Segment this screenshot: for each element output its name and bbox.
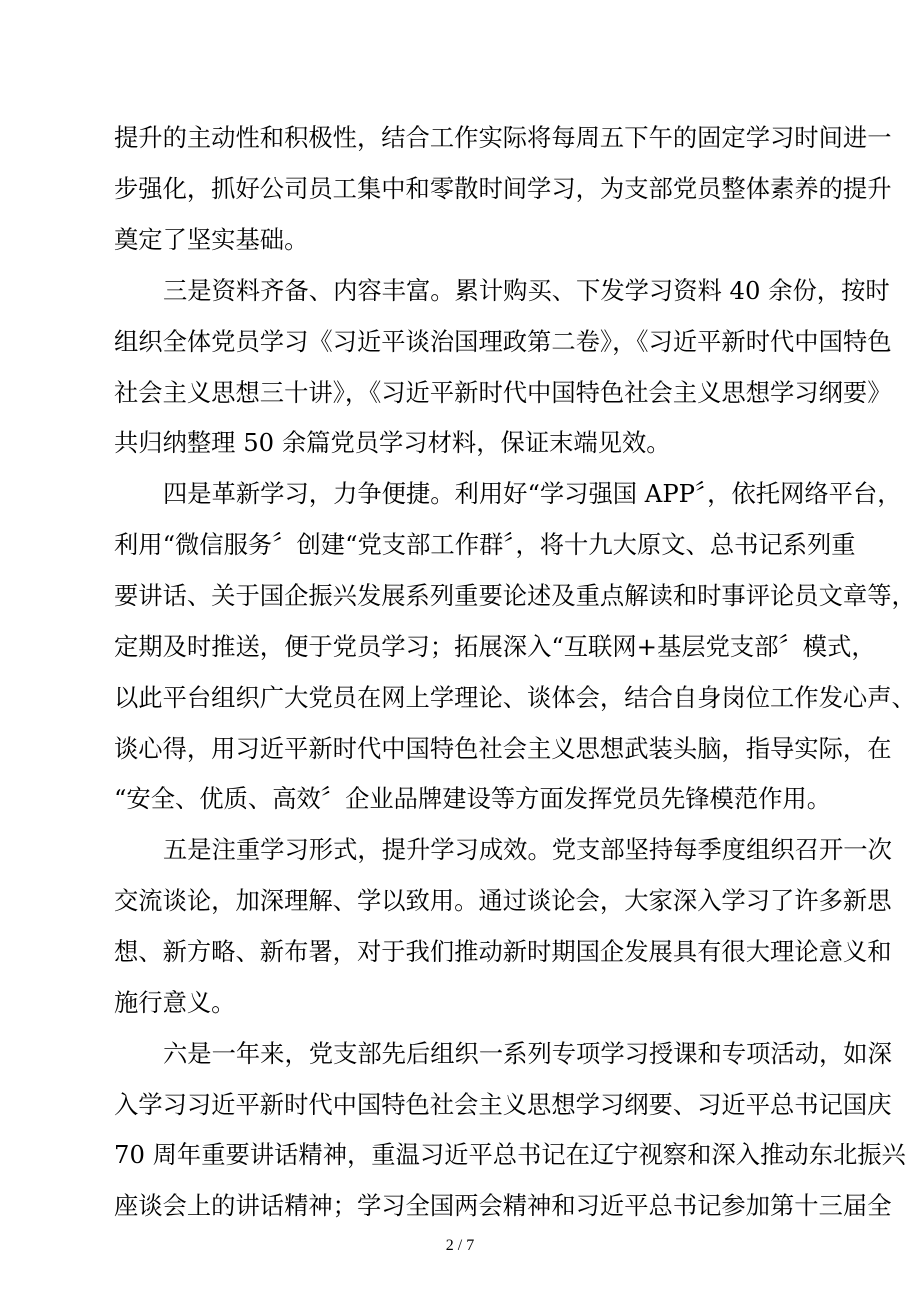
paragraph-3-line-6: 谈心得，用习近平新时代中国特色社会主义思想武装头脑，指导实际，在 xyxy=(114,734,892,763)
paragraph-1-line-1: 提升的主动性和积极性，结合工作实际将每周五下午的固定学习时间进一 xyxy=(114,123,892,152)
paragraph-2-line-1: 三是资料齐备、内容丰富。累计购买、下发学习资料 40 余份，按时 xyxy=(163,276,890,305)
paragraph-5-line-2: 入学习习近平新时代中国特色社会主义思想学习纲要、习近平总书记国庆 xyxy=(114,1090,892,1119)
paragraph-5-line-1: 六是一年来，党支部先后组织一系列专项学习授课和专项活动，如深 xyxy=(163,1039,892,1068)
paragraph-4-line-4: 施行意义。 xyxy=(114,988,236,1017)
paragraph-5-line-3: 70 周年重要讲话精神，重温习近平总书记在辽宁视察和深入推动东北振兴 xyxy=(114,1140,906,1169)
paragraph-3-line-4: 定期及时推送，便于党员学习；拓展深入“互联网+基层党支部〞模式， xyxy=(114,632,876,661)
paragraph-4-line-2: 交流谈论，加深理解、学以致用。通过谈论会，大家深入学习了许多新思 xyxy=(114,886,892,915)
paragraph-2-line-4: 共归纳整理 50 余篇党员学习材料，保证末端见效。 xyxy=(114,428,671,457)
paragraph-3-line-3: 要讲话、关于国企振兴发展系列重要论述及重点解读和时事评论员文章等， xyxy=(114,581,916,610)
paragraph-3-line-7: “安全、优质、高效〞企业品牌建设等方面发挥党员先锋模范作用。 xyxy=(114,784,832,813)
paragraph-2-line-3: 社会主义思想三十讲》，《习近平新时代中国特色社会主义思想学习纲要》 xyxy=(114,378,892,407)
paragraph-1-line-2: 步强化，抓好公司员工集中和零散时间学习，为支部党员整体素养的提升 xyxy=(114,174,892,203)
paragraph-4-line-3: 想、新方略、新布署，对于我们推动新时期国企发展具有很大理论意义和 xyxy=(114,937,892,966)
paragraph-3-line-5: 以此平台组织广大党员在网上学理论、谈体会，结合自身岗位工作发心声、 xyxy=(114,683,916,712)
paragraph-3-line-2: 利用“微信服务〞创建“党支部工作群〞，将十九大原文、总书记系列重 xyxy=(114,530,856,559)
page-number: 2 / 7 xyxy=(445,1237,475,1254)
paragraph-2-line-2: 组织全体党员学习《习近平谈治国理政第二卷》，《习近平新时代中国特色 xyxy=(114,327,892,356)
paragraph-5-line-4: 座谈会上的讲话精神；学习全国两会精神和习近平总书记参加第十三届全 xyxy=(114,1191,892,1220)
paragraph-1-line-3: 奠定了坚实基础。 xyxy=(114,225,309,254)
paragraph-3-line-1: 四是革新学习，力争便捷。利用好“学习强国 APP〞，依托网络平台， xyxy=(163,479,902,508)
paragraph-4-line-1: 五是注重学习形式，提升学习成效。党支部坚持每季度组织召开一次 xyxy=(163,835,892,864)
